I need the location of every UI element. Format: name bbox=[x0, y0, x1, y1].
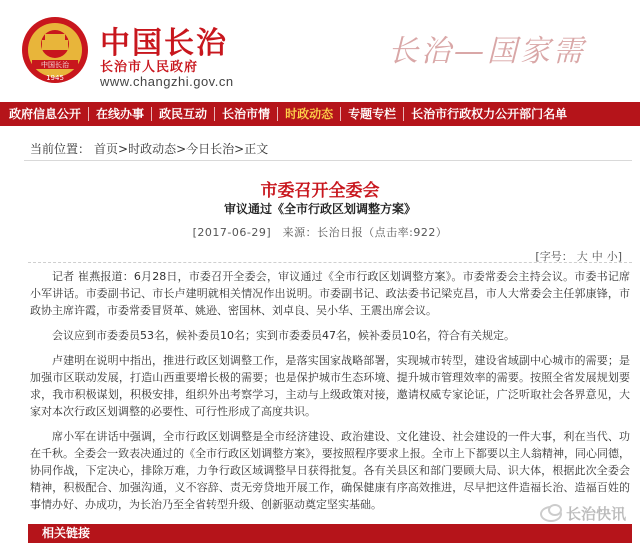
main-nav bbox=[0, 102, 640, 126]
site-header bbox=[0, 0, 640, 96]
article-meta: [2017-06-29] 来源：长治日报（点击率:922） bbox=[192, 226, 448, 239]
wechat-icon bbox=[540, 506, 562, 522]
article-paragraph: 卢建明在说明中指出，推进行政区划调整工作，是落实国家战略部署，实现城市转型，建设省域副中心城市的需要；是加强市区联动发展，打造山西重要增长极的需要；也是保护城市生态环境、提升城市管理效率的需要。按照全省发展规划要求，我市积极谋划，积极安排，组织外出考察学习，主动与上级政策对接，邀请权威专家论证，广泛听取社会各界意见，大家对本次行政区划调整的必要性、可行性形成了高度共识。 bbox=[30, 354, 630, 418]
nav-item-topics[interactable]: 专题专栏 bbox=[348, 107, 397, 121]
font-size-small[interactable]: 小] bbox=[606, 250, 622, 263]
header-slogan: 长治—国家需 bbox=[388, 34, 586, 69]
city-emblem-icon[interactable] bbox=[20, 14, 90, 86]
article-paragraph: 会议应到市委委员53名，候补委员10名；实到市委委员47名，候补委员10名，符合有关规定。 bbox=[52, 329, 515, 342]
breadcrumb bbox=[0, 138, 640, 158]
article-paragraph: 记者 崔燕报道：6月28日，市委召开全委会，审议通过《全市行政区划调整方案》。市委常委会主持会议。市委书记席小军讲话。市委副书记、市长卢建明就相关情况作出说明。市委副书记、政法委书记梁克昌，市人大常委会主任郭康锋，市政协主席许霞，市委常委冒贤革、姚逊、密国林、刘卓良、吴小华、王震出席会议。 bbox=[30, 270, 630, 317]
article-body bbox=[30, 268, 630, 521]
breadcrumb-today[interactable]: >今日长治 bbox=[176, 141, 235, 156]
site-name[interactable]: 中国长治 bbox=[100, 26, 228, 61]
related-links-header[interactable]: 相关链接 bbox=[28, 524, 632, 543]
nav-item-news[interactable]: 时政动态 bbox=[285, 107, 334, 121]
article-subtitle: 审议通过《全市行政区划调整方案》 bbox=[223, 202, 416, 216]
nav-item-interaction[interactable]: 政民互动 bbox=[159, 107, 208, 121]
wechat-watermark bbox=[540, 503, 626, 524]
nav-item-power-list[interactable]: 长治市行政权力公开部门名单 bbox=[411, 107, 568, 121]
nav-item-city-info[interactable]: 长治市情 bbox=[222, 107, 271, 121]
watermark-text: 长治快讯 bbox=[565, 505, 626, 523]
meta-divider bbox=[28, 262, 632, 263]
font-size-medium[interactable]: 中 bbox=[591, 250, 603, 263]
site-url: www.changzhi.gov.cn bbox=[100, 74, 234, 89]
nav-item-gov-info[interactable]: 政府信息公开 bbox=[9, 107, 82, 121]
breadcrumb-home[interactable]: 首页 bbox=[94, 141, 119, 156]
article-title: 市委召开全委会 bbox=[260, 181, 380, 201]
emblem-year: 1945 bbox=[46, 74, 64, 82]
site-subtitle: 长治市人民政府 bbox=[100, 60, 199, 75]
divider bbox=[24, 160, 632, 161]
font-size-label: [字号： bbox=[535, 250, 573, 263]
breadcrumb-news[interactable]: >时政动态 bbox=[118, 141, 177, 156]
breadcrumb-current: >正文 bbox=[234, 141, 269, 156]
nav-item-online-service[interactable]: 在线办事 bbox=[96, 107, 145, 121]
emblem-text: 中国长治 bbox=[41, 61, 69, 69]
breadcrumb-label: 当前位置： bbox=[30, 141, 91, 156]
article-paragraph: 席小军在讲话中强调，全市行政区划调整是全市经济建设、政治建设、文化建设、社会建设的一件大事，利在当代、功在千秋。全委会一致表决通过的《全市行政区划调整方案》，要按照程序要求上报。全市上下都要以主人翁精神，同心同德，协同作战，下定决心，排除万难，力争行政区域调整早日获得批复。各有关县区和部门要顾大局、识大体，根据此次全委会精神，积极配合、加强沟通，义不容辞、责无旁贷地开展工作，确保健康有序高效推进，尽早把这件造福长治、造福百姓的事情办好、办成功，为长治乃至全省转型升级、创新驱动奠定坚实基础。 bbox=[30, 430, 630, 511]
font-size-large[interactable]: 大 bbox=[576, 250, 588, 263]
